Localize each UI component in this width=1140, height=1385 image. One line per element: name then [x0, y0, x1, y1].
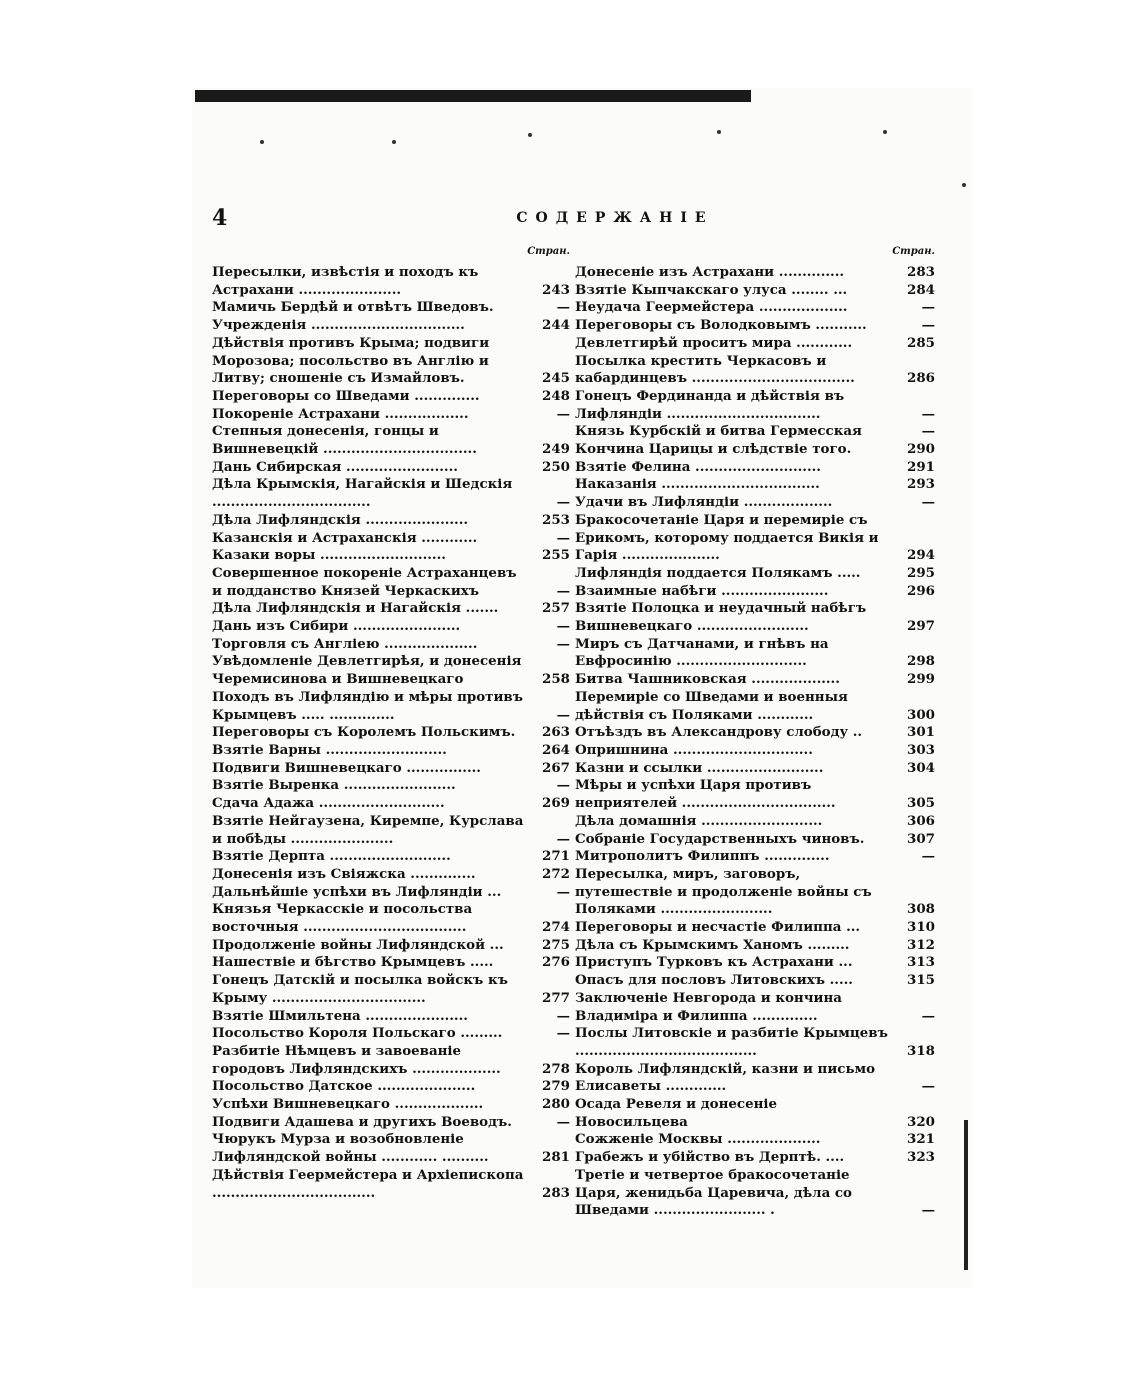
entry-page-number: 253 — [542, 511, 570, 528]
entry-title: Взятіе Варны .......................... — [212, 741, 447, 758]
entry-page-number: 257 — [542, 600, 570, 617]
entry-title: Сдача Адажа ........................... — [212, 795, 445, 812]
entry-title: Посольство Датское ..................... — [212, 1078, 476, 1095]
entry-title: Дѣла Лифляндскія ...................... — [212, 511, 469, 528]
entry-title: Опасъ для пословъ Литовскихъ ..... — [575, 972, 853, 989]
scan-speck — [528, 133, 532, 137]
contents-entry — [212, 901, 570, 936]
entry-title: Дань Сибирская ........................ — [212, 458, 458, 475]
entry-title: Послы Литовскіе и разбитіе Крымцевъ ....................................... — [575, 1025, 888, 1059]
entry-title: Взятіе Полоцка и неудачный набѣгъ Вишневецкаго ........................ — [575, 600, 867, 635]
contents-entry — [212, 317, 570, 335]
entry-page-number: — — [921, 317, 935, 334]
contents-entry — [212, 1025, 570, 1043]
entry-title: Перемиріе со Шведами и военныя дѣйствія съ Поляками ............ — [575, 688, 848, 723]
entry-title: Взятіе Дерпта .......................... — [212, 848, 451, 865]
contents-entry — [575, 1061, 935, 1096]
contents-entry — [575, 476, 935, 494]
entry-page-number: 318 — [907, 1042, 935, 1059]
entry-title: Осада Ревеля и донесеніе Новосильцева — [575, 1096, 778, 1130]
entry-page-number: 307 — [907, 830, 935, 847]
entry-title: Пересылка, миръ, заговоръ, путешествіе и продолженіе войны съ Поляками ........................ — [575, 865, 872, 918]
entry-page-number: 313 — [907, 954, 935, 971]
entry-page-number: 321 — [907, 1131, 935, 1148]
entry-page-number: 293 — [907, 476, 935, 493]
contents-entry — [575, 636, 935, 671]
entry-page-number: 283 — [907, 264, 935, 280]
contents-entry — [575, 831, 935, 849]
entry-title: Дѣйствія противъ Крыма; подвиги Морозова; посольство въ Англію и Литву; сношеніе съ Измайловъ. — [212, 334, 490, 387]
entry-page-number: 300 — [907, 706, 935, 723]
contents-entry — [212, 1131, 570, 1166]
contents-entry — [212, 1078, 570, 1096]
entry-title: Миръ съ Датчанами, и гнѣвъ на Евфросинію ............................ — [575, 635, 829, 670]
contents-entry — [212, 777, 570, 795]
entry-title: Чюрукъ Мурза и возобновленіе Лифляндской войны ............ .......... — [212, 1131, 489, 1166]
entry-title: Переговоры съ Королемъ Польскимъ. — [212, 724, 516, 741]
entry-title: Торговля съ Англіею .................... — [212, 635, 478, 652]
entry-title: Донесеніе изъ Астрахани .............. — [575, 264, 845, 280]
contents-entry — [212, 884, 570, 902]
contents-entry — [212, 937, 570, 955]
entry-page-number: — — [556, 405, 570, 422]
entry-page-number: — — [921, 848, 935, 865]
contents-entry — [212, 813, 570, 848]
entry-title: Успѣхи Вишневецкаго ................... — [212, 1096, 484, 1113]
entry-title: Посольство Короля Польскаго ......... — [212, 1025, 503, 1042]
entry-page-number: — — [556, 777, 570, 794]
entry-page-number: 310 — [907, 919, 935, 936]
contents-entry — [575, 459, 935, 477]
contents-entry — [575, 972, 935, 990]
contents-entry — [212, 423, 570, 458]
entry-title: Переговоры съ Володковымъ ........... — [575, 317, 867, 334]
contents-entry — [212, 618, 570, 636]
entry-title: Девлетгирѣй проситъ мира ............ — [575, 334, 853, 351]
entry-title: Подвиги Вишневецкаго ................ — [212, 759, 481, 776]
scan-speck — [392, 140, 396, 144]
entry-page-number: 308 — [907, 901, 935, 918]
page-column-label: Стран. — [527, 246, 570, 257]
entry-title: Дань изъ Сибири ....................... — [212, 618, 461, 635]
contents-entry — [575, 282, 935, 300]
entry-page-number: 315 — [907, 972, 935, 989]
contents-entry — [575, 724, 935, 742]
entry-page-number: — — [921, 1202, 935, 1219]
contents-entry — [575, 335, 935, 353]
contents-entry — [212, 388, 570, 406]
entry-page-number: 283 — [542, 1184, 570, 1201]
contents-entry — [575, 583, 935, 601]
entry-title: Дѣйствія Геермейстера и Архіепископа ................................... — [212, 1166, 524, 1201]
contents-entry — [212, 724, 570, 742]
entry-page-number: 275 — [542, 936, 570, 953]
entry-title: Сожженіе Москвы .................... — [575, 1131, 821, 1148]
entry-title: Лифляндія поддается Полякамъ ..... — [575, 564, 861, 581]
contents-column-left — [212, 246, 570, 1202]
contents-entry — [575, 423, 935, 441]
entry-title: Битва Чашниковская ................... — [575, 671, 840, 688]
entry-page-number: 269 — [542, 795, 570, 812]
entry-title: Удачи въ Лифляндіи ................... — [575, 494, 833, 511]
entry-page-number: — — [556, 1025, 570, 1042]
entry-title: Заключеніе Невгорода и кончина Владиміра и Филиппа .............. — [575, 989, 842, 1024]
contents-entry — [575, 990, 935, 1025]
entry-page-number: 258 — [542, 671, 570, 688]
entry-page-number: 274 — [542, 919, 570, 936]
entry-page-number: — — [556, 635, 570, 652]
entry-page-number: 284 — [907, 281, 935, 298]
top-margin-bar — [195, 90, 751, 102]
entry-title: Продолженіе войны Лифляндской ... — [212, 936, 504, 953]
entry-title: Переговоры со Шведами .............. — [212, 387, 480, 404]
contents-entry — [575, 1025, 935, 1060]
entry-title: Учрежденія ................................. — [212, 317, 465, 334]
entry-page-number: 255 — [542, 547, 570, 564]
entry-page-number: 281 — [542, 1149, 570, 1166]
page-edge-line — [964, 1120, 968, 1270]
contents-entry — [212, 1043, 570, 1078]
entry-page-number: 248 — [542, 387, 570, 404]
entry-title: Гонецъ Датскій и посылка войскъ къ Крыму ................................. — [212, 972, 508, 1006]
entry-title: Донесенія изъ Свіяжска .............. — [212, 865, 476, 882]
entry-title: Третіе и четвертое бракосочетаніе Царя, женидьба Царевича, дѣла со Шведами ........................ . — [575, 1166, 852, 1219]
entry-title: Казанскія и Астраханскія ............ — [212, 529, 478, 546]
contents-entry — [575, 760, 935, 778]
entry-page-number: — — [556, 582, 570, 599]
entry-title: Дѣла домашнія .......................... — [575, 812, 823, 829]
entry-page-number: — — [921, 1078, 935, 1095]
contents-entry — [212, 1008, 570, 1026]
entry-page-number: 291 — [907, 458, 935, 475]
entry-title: Пересылки, извѣстія и походъ къ Астрахани ...................... — [212, 264, 479, 298]
contents-entry — [212, 636, 570, 654]
contents-entry — [212, 1167, 570, 1202]
page-column-label: Стран. — [892, 246, 935, 257]
entry-page-number: — — [921, 299, 935, 316]
entry-title: Гонецъ Фердинанда и дѣйствія въ Лифляндіи ................................. — [575, 387, 845, 422]
entry-page-number: 264 — [542, 741, 570, 758]
contents-entry — [212, 653, 570, 688]
scan-speck — [260, 140, 264, 144]
entry-page-number: — — [556, 618, 570, 635]
contents-entry — [575, 1149, 935, 1167]
entry-title: Собраніе Государственныхъ чиновъ. — [575, 830, 865, 847]
entry-title: Взаимные набѣги ....................... — [575, 582, 829, 599]
entry-title: Взятіе Шмильтена ...................... — [212, 1007, 468, 1024]
entry-page-number: 323 — [907, 1149, 935, 1166]
entry-title: Подвиги Адашева и другихъ Воеводъ. — [212, 1113, 512, 1130]
scan-speck — [717, 130, 721, 134]
entry-page-number: 306 — [907, 812, 935, 829]
entry-page-number: 278 — [542, 1060, 570, 1077]
contents-entry — [575, 671, 935, 689]
entry-title: Увѣдомленіе Девлетгирѣя, и донесенія Черемисинова и Вишневецкаго — [212, 653, 522, 688]
entry-page-number: 301 — [907, 724, 935, 741]
contents-entry — [212, 335, 570, 388]
entry-title: Казаки воры ........................... — [212, 547, 446, 564]
contents-entry — [212, 954, 570, 972]
page-title: СОДЕРЖАНІЕ — [516, 210, 714, 226]
entry-page-number: — — [921, 494, 935, 511]
entry-page-number: 297 — [907, 618, 935, 635]
entry-title: Дальнѣйшіе успѣхи въ Лифляндіи ... — [212, 883, 502, 900]
entry-page-number: 249 — [542, 441, 570, 458]
entry-title: Совершенное покореніе Астраханцевъ и подданство Князей Черкаскихъ — [212, 564, 517, 599]
entry-title: Покореніе Астрахани .................. — [212, 405, 469, 422]
entry-title: Походъ въ Лифляндію и мѣры противъ Крымцевъ ..... .............. — [212, 688, 523, 723]
scan-speck — [883, 130, 887, 134]
contents-entry — [212, 689, 570, 724]
page-number: 4 — [212, 205, 228, 231]
contents-entry — [575, 813, 935, 831]
contents-column-right — [575, 246, 935, 1220]
entry-page-number: 267 — [542, 759, 570, 776]
contents-entry — [575, 512, 935, 565]
entry-title: Переговоры и несчастіе Филиппа ... — [575, 919, 861, 936]
entry-page-number: 243 — [542, 281, 570, 298]
entry-page-number: 303 — [907, 741, 935, 758]
entry-page-number: 286 — [907, 370, 935, 387]
contents-entry — [575, 1167, 935, 1220]
entry-title: Взятіе Выренка ........................ — [212, 777, 456, 794]
contents-entry — [212, 512, 570, 530]
entry-page-number: — — [556, 494, 570, 511]
entry-title: Дѣла Крымскія, Нагайскія и Шедскія .................................. — [212, 476, 513, 511]
contents-entry — [212, 848, 570, 866]
entry-page-number: — — [921, 423, 935, 440]
entry-page-number: — — [921, 1007, 935, 1024]
contents-entry — [575, 388, 935, 423]
entry-page-number: 272 — [542, 865, 570, 882]
entry-page-number: — — [556, 883, 570, 900]
entry-title: Казни и ссылки ......................... — [575, 759, 824, 776]
entry-title: Митрополитъ Филиппъ .............. — [575, 848, 830, 865]
entry-title: Кончина Царицы и слѣдствіе того. — [575, 441, 852, 458]
contents-entry — [575, 264, 935, 282]
entry-page-number: 304 — [907, 759, 935, 776]
entry-title: Наказанія .................................. — [575, 476, 820, 493]
entry-title: Опришнина .............................. — [575, 741, 813, 758]
contents-entry — [575, 777, 935, 812]
entry-page-number: 244 — [542, 317, 570, 334]
contents-entry — [575, 1131, 935, 1149]
entry-page-number: 298 — [907, 653, 935, 670]
entry-title: Нашествіе и бѣгство Крымцевъ ..... — [212, 954, 494, 971]
contents-entry — [212, 760, 570, 778]
contents-entry — [575, 1096, 935, 1131]
contents-entry — [575, 937, 935, 955]
contents-entry — [575, 299, 935, 317]
contents-entry — [212, 600, 570, 618]
entry-title: Взятіе Кыпчакскаго улуса ........ ... — [575, 281, 848, 298]
contents-entry — [212, 742, 570, 760]
contents-entry — [212, 264, 570, 299]
entry-title: Дѣла съ Крымскимъ Ханомъ ......... — [575, 936, 850, 953]
contents-entry — [212, 299, 570, 317]
entry-page-number: 296 — [907, 582, 935, 599]
entry-page-number: 250 — [542, 458, 570, 475]
entry-page-number: 295 — [907, 564, 935, 581]
entry-page-number: 280 — [542, 1096, 570, 1113]
entry-title: Взятіе Фелина ........................... — [575, 458, 821, 475]
contents-entry — [575, 600, 935, 635]
contents-entry — [212, 795, 570, 813]
entry-title: Степныя донесенія, гонцы и Вишневецкій ................................. — [212, 423, 477, 458]
contents-entry — [212, 476, 570, 511]
entry-page-number: 285 — [907, 334, 935, 351]
contents-entry — [575, 317, 935, 335]
contents-entry — [575, 689, 935, 724]
entry-page-number: 320 — [907, 1113, 935, 1130]
contents-entry — [575, 353, 935, 388]
entry-title: Посылка крестить Черкасовъ и кабардинцевъ ................................... — [575, 352, 855, 387]
contents-entry — [212, 1096, 570, 1114]
contents-list-left — [212, 264, 570, 1202]
contents-list-right — [575, 264, 935, 1220]
contents-entry — [212, 866, 570, 884]
entry-title: Отъѣздъ въ Александрову слободу .. — [575, 724, 863, 741]
entry-page-number: — — [556, 830, 570, 847]
entry-title: Приступъ Турковъ къ Астрахани ... — [575, 954, 853, 971]
contents-entry — [575, 848, 935, 866]
contents-entry — [212, 972, 570, 1007]
entry-page-number: — — [556, 529, 570, 546]
entry-page-number: 279 — [542, 1078, 570, 1095]
entry-page-number: 312 — [907, 936, 935, 953]
entry-title: Мѣры и успѣхи Царя противъ неприятелей ................................. — [575, 777, 836, 812]
contents-entry — [575, 866, 935, 919]
page-header — [210, 205, 940, 235]
entry-page-number: 263 — [542, 724, 570, 741]
entry-page-number: — — [921, 405, 935, 422]
contents-entry — [575, 919, 935, 937]
contents-entry — [575, 441, 935, 459]
entry-title: Взятіе Нейгаузена, Киремпе, Курслава и побѣды ...................... — [212, 812, 524, 847]
entry-page-number: 245 — [542, 370, 570, 387]
entry-page-number: 294 — [907, 547, 935, 564]
entry-page-number: — — [556, 299, 570, 316]
contents-entry — [212, 547, 570, 565]
contents-entry — [575, 494, 935, 512]
entry-title: Король Лифляндскій, казни и письмо Елисаветы ............. — [575, 1060, 876, 1095]
entry-page-number: — — [556, 706, 570, 723]
contents-entry — [212, 565, 570, 600]
entry-title: Бракосочетаніе Царя и перемиріе съ Ерикомъ, которому поддается Викія и Гарія ..................... — [575, 511, 879, 564]
entry-page-number: 299 — [907, 671, 935, 688]
contents-entry — [212, 530, 570, 548]
entry-title: Князья Черкасскіе и посольства восточныя ................................... — [212, 901, 473, 936]
contents-entry — [212, 406, 570, 424]
contents-entry — [212, 459, 570, 477]
contents-entry — [575, 742, 935, 760]
entry-title: Грабежъ и убійство въ Дерптѣ. .... — [575, 1149, 845, 1166]
entry-page-number: — — [556, 1113, 570, 1130]
entry-page-number: 305 — [907, 795, 935, 812]
scan-speck — [962, 183, 966, 187]
entry-page-number: 277 — [542, 989, 570, 1006]
entry-page-number: 276 — [542, 954, 570, 971]
contents-entry — [212, 1114, 570, 1132]
entry-page-number: 290 — [907, 441, 935, 458]
contents-entry — [575, 565, 935, 583]
entry-title: Князь Курбскій и битва Гермесская — [575, 423, 862, 440]
entry-page-number: 271 — [542, 848, 570, 865]
entry-title: Разбитіе Нѣмцевъ и завоеваніе городовъ Лифляндскихъ ................... — [212, 1042, 501, 1077]
contents-entry — [575, 954, 935, 972]
entry-title: Дѣла Лифляндскія и Нагайскія ....... — [212, 600, 499, 617]
entry-title: Мамичь Бердѣй и отвѣтъ Шведовъ. — [212, 299, 494, 316]
entry-title: Неудача Геермейстера ................... — [575, 299, 848, 316]
entry-page-number: — — [556, 1007, 570, 1024]
